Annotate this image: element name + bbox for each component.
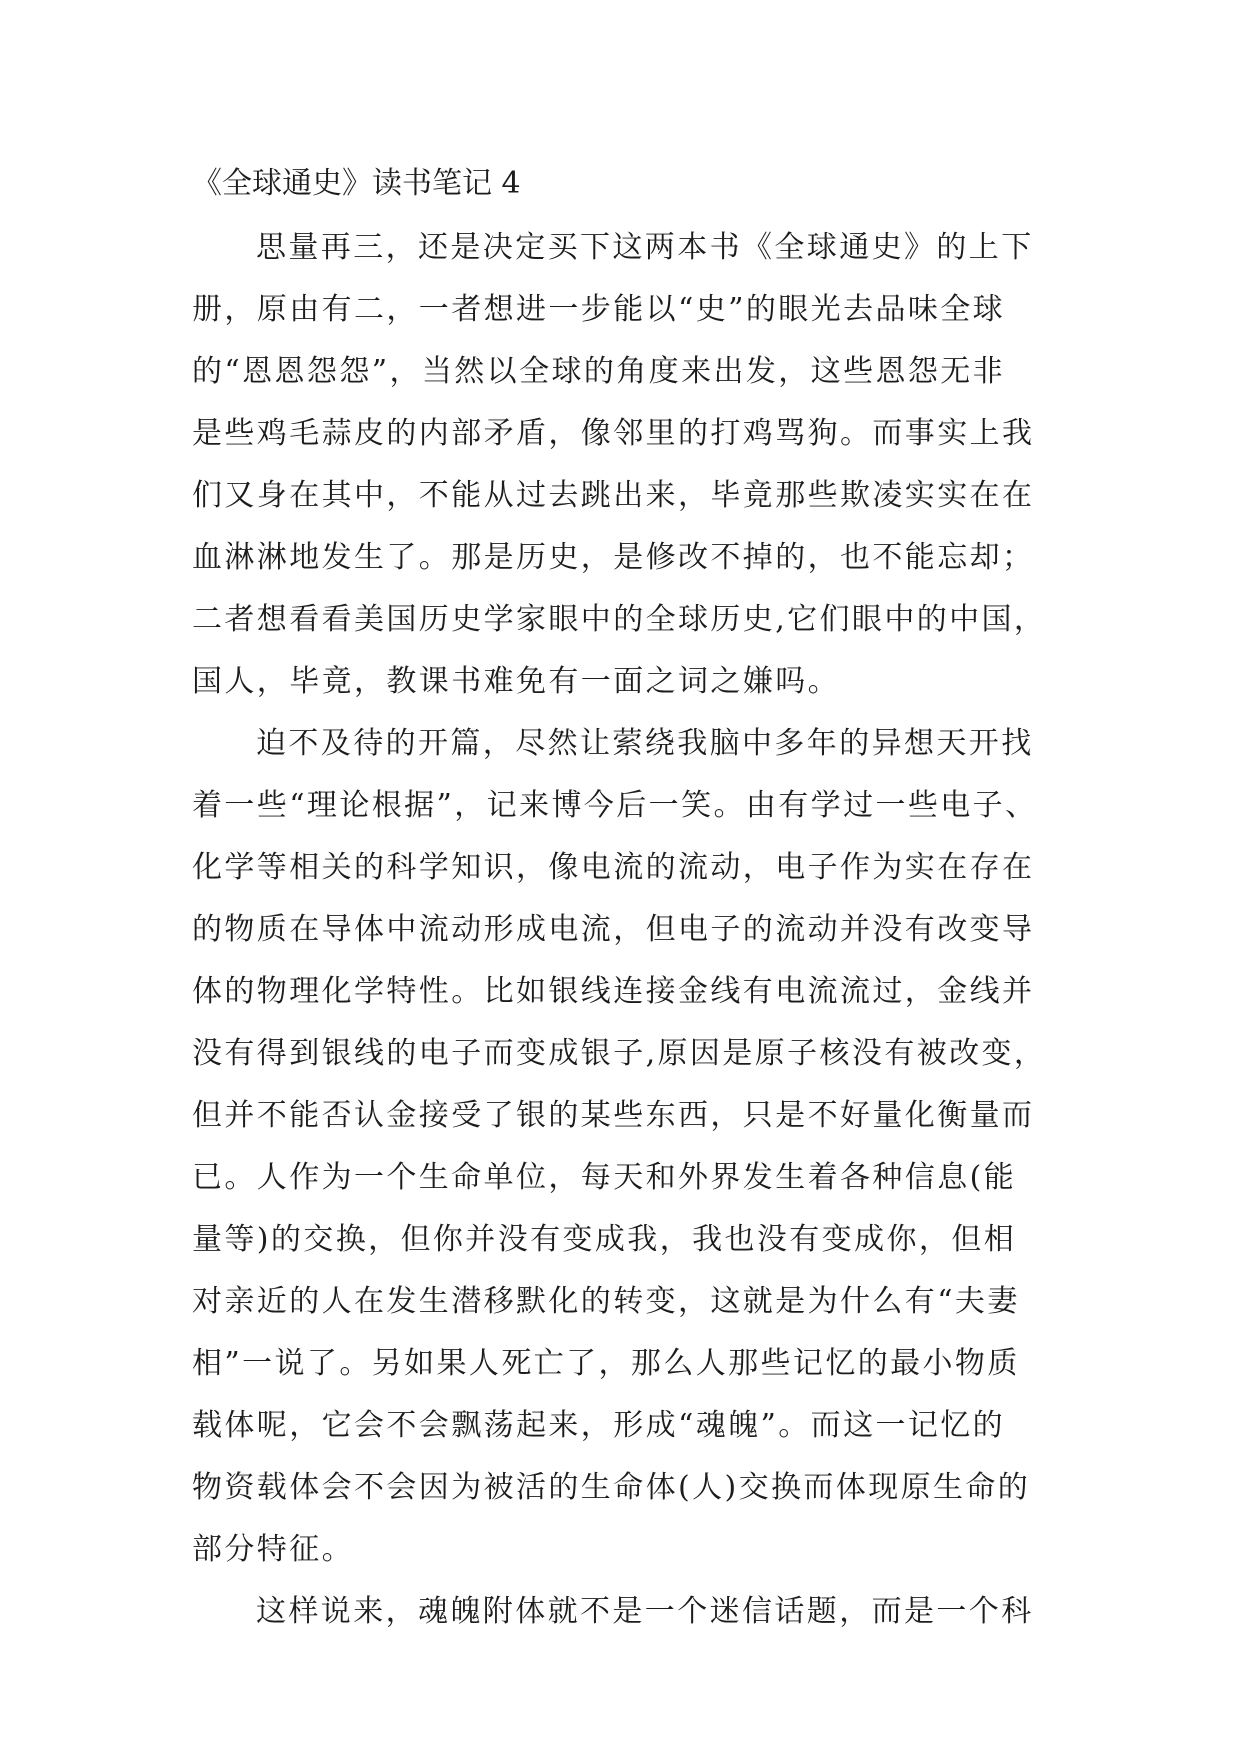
text-line: 血淋淋地发生了。那是历史，是修改不掉的，也不能忘却； [192,540,1035,575]
text-line: 体的物理化学特性。比如银线连接金线有电流流过，金线并 [192,974,1035,1009]
text-line: 对亲近的人在发生潜移默化的转变，这就是为什么有“夫妻 [192,1284,1020,1319]
text-line: 没有得到银线的电子而变成银子,原因是原子核没有被改变， [192,1036,1047,1071]
text-line: 这样说来，魂魄附体就不是一个迷信话题，而是一个科 [256,1594,1034,1629]
text-line: 国人，毕竟，教课书难免有一面之词之嫌吗。 [192,664,840,699]
text-line: 已。人作为一个生命单位，每天和外界发生着各种信息(能 [192,1160,1017,1195]
text-line: 相”一说了。另如果人死亡了，那么人那些记忆的最小物质 [192,1346,1020,1381]
text-line: 册，原由有二，一者想进一步能以“史”的眼光去品味全球 [192,292,1006,327]
text-line: 部分特征。 [192,1532,354,1567]
document-title: 《全球通史》读书笔记 4 [192,166,521,201]
text-line: 载体呢，它会不会飘荡起来，形成“魂魄”。而这一记忆的 [192,1408,1006,1443]
text-line: 的物质在导体中流动形成电流，但电子的流动并没有改变导 [192,912,1035,947]
text-line: 思量再三，还是决定买下这两本书《全球通史》的上下 [256,230,1034,265]
text-line: 是些鸡毛蒜皮的内部矛盾，像邻里的打鸡骂狗。而事实上我 [192,416,1035,451]
text-line: 们又身在其中，不能从过去跳出来，毕竟那些欺凌实实在在 [192,478,1035,513]
text-line: 量等)的交换，但你并没有变成我，我也没有变成你，但相 [192,1222,1017,1257]
text-line: 着一些“理论根据”，记来博今后一笑。由有学过一些电子、 [192,788,1038,823]
text-line: 物资载体会不会因为被活的生命体(人)交换而体现原生命的 [192,1470,1031,1505]
text-line: 但并不能否认金接受了银的某些东西，只是不好量化衡量而 [192,1098,1035,1133]
text-line: 二者想看看美国历史学家眼中的全球历史,它们眼中的中国， [192,602,1047,637]
text-line: 化学等相关的科学知识，像电流的流动，电子作为实在存在 [192,850,1035,885]
text-line: 迫不及待的开篇，尽然让萦绕我脑中多年的异想天开找 [256,726,1034,761]
text-line: 的“恩恩怨怨”，当然以全球的角度来出发，这些恩怨无非 [192,354,1006,389]
